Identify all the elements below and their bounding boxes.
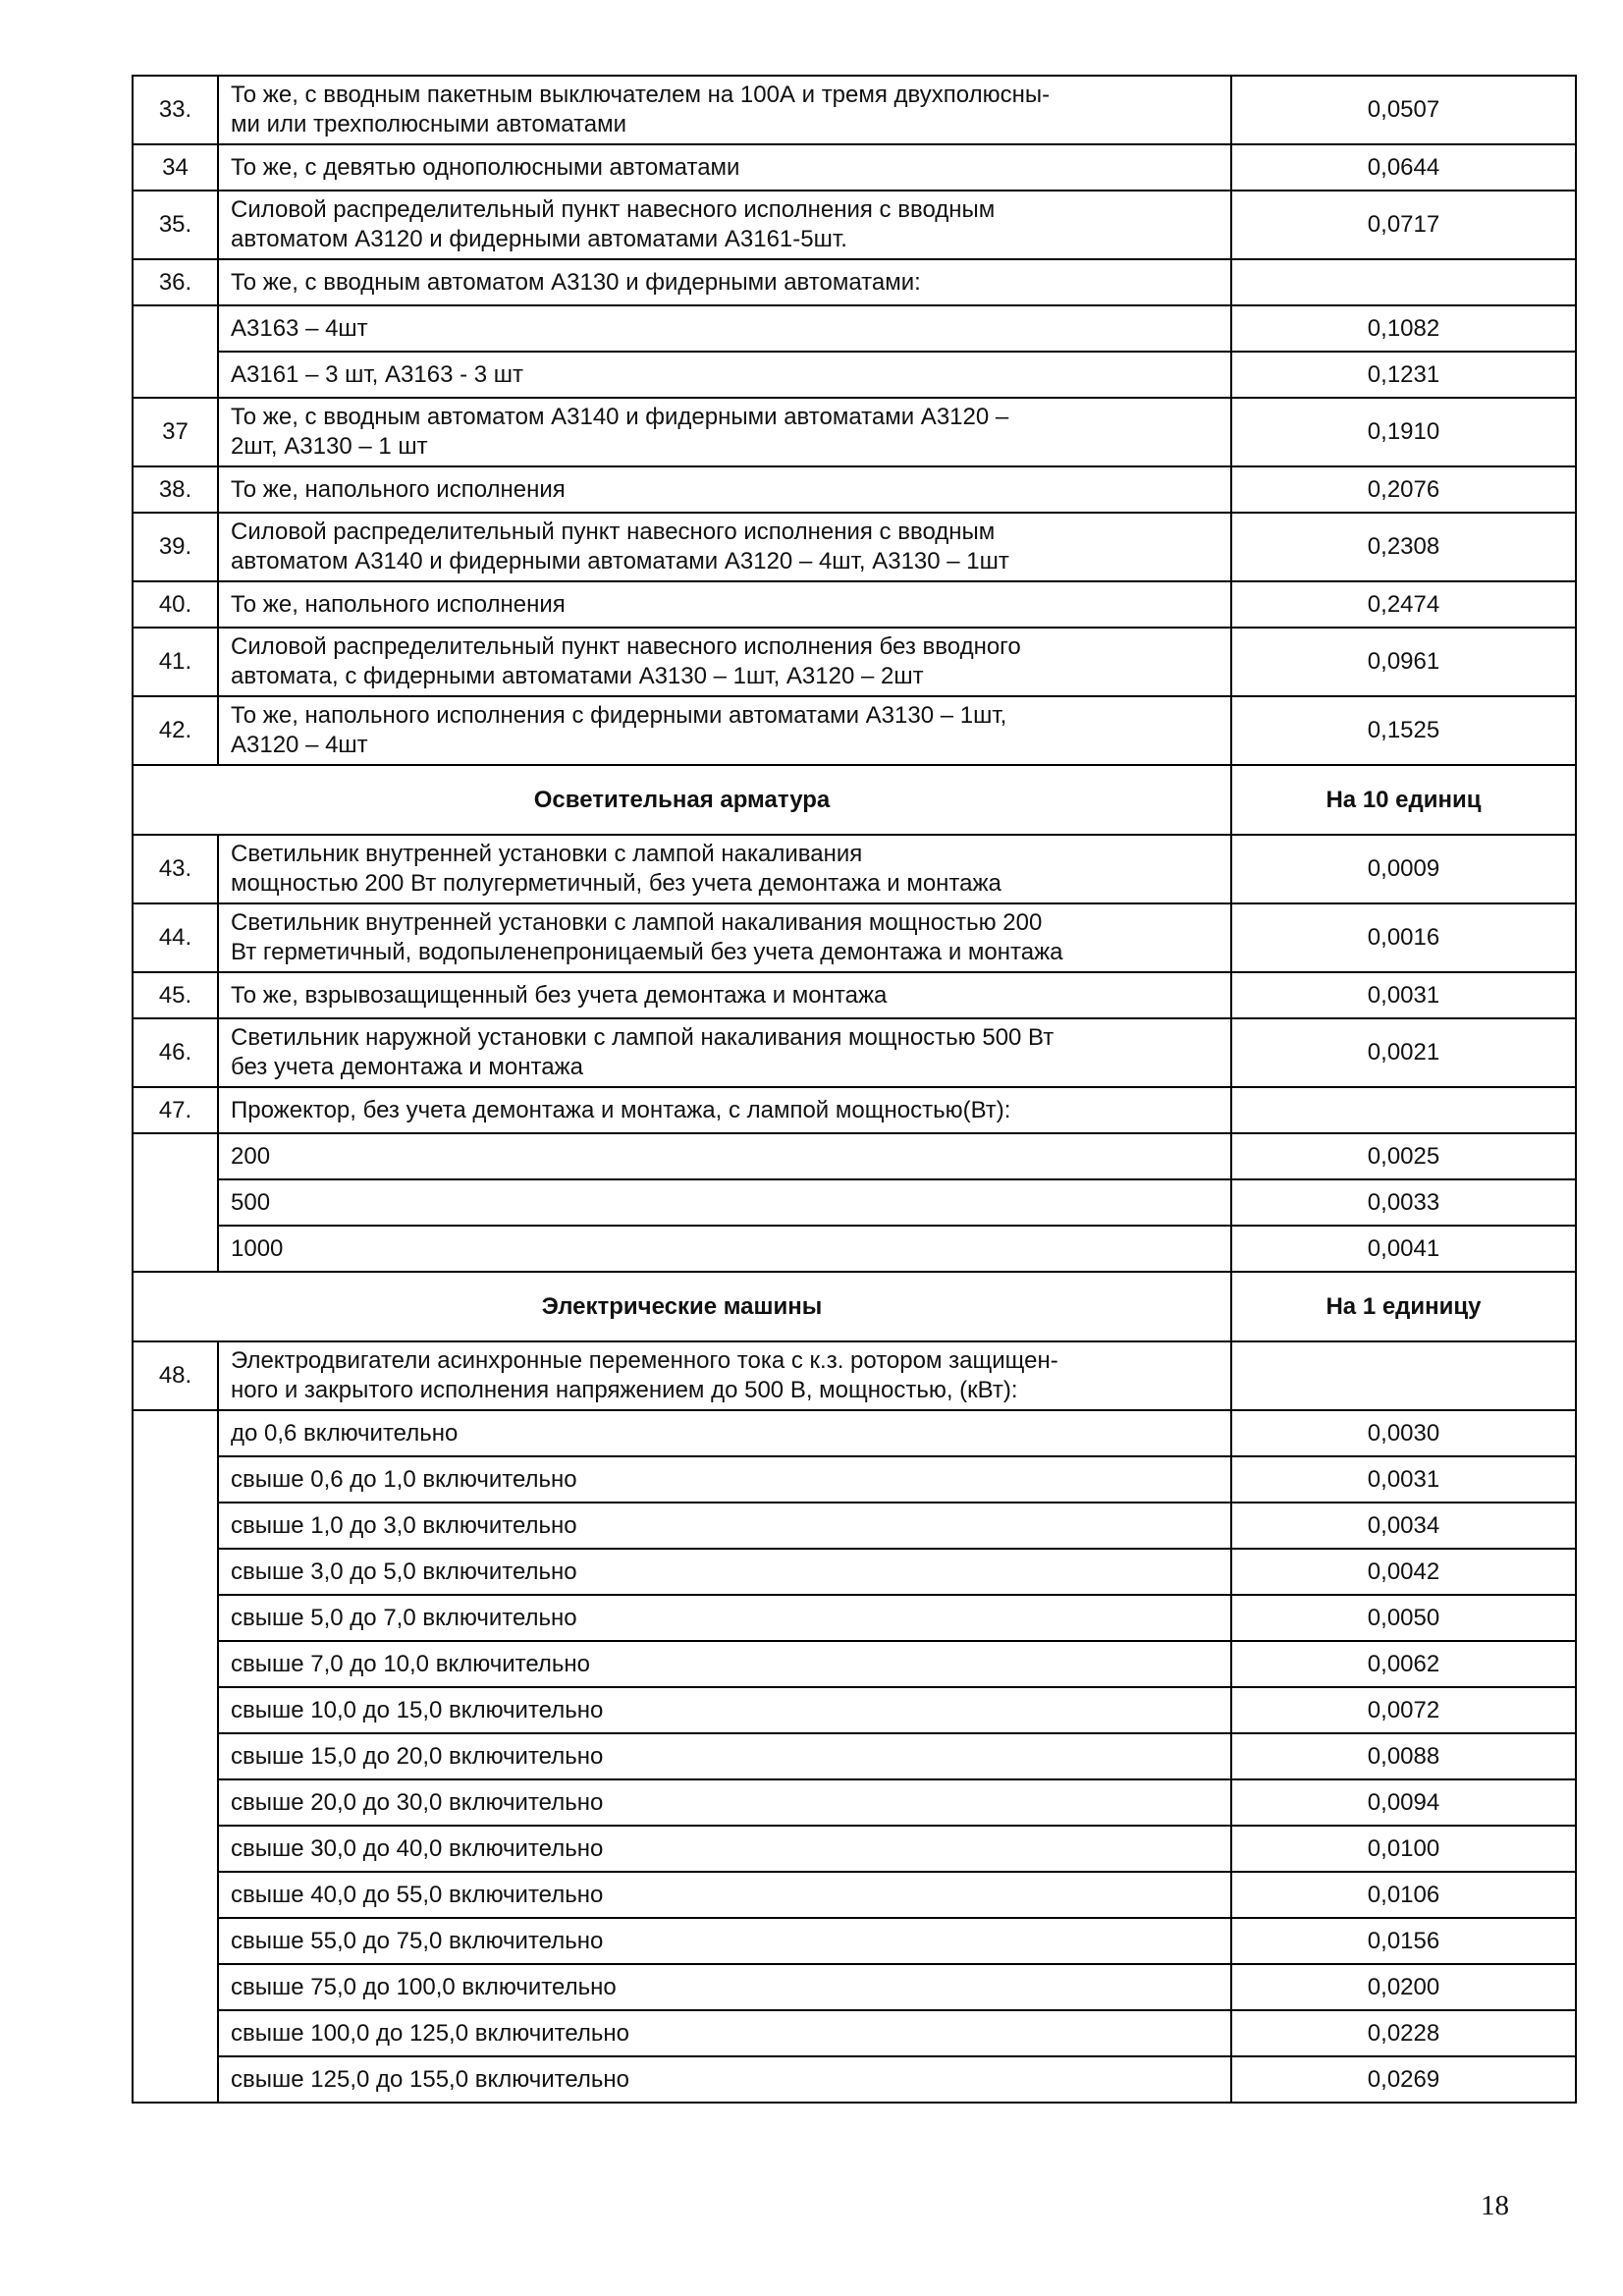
table-row [133,2010,1576,2056]
table-row [133,1341,1576,1410]
table-row [133,2056,1576,2103]
table-row [133,696,1576,765]
table-row [133,1779,1576,1826]
item-description: свыше 7,0 до 10,0 включительно [218,1641,1231,1687]
item-number: 41. [133,628,218,696]
table-row [133,398,1576,466]
item-number: 39. [133,513,218,581]
item-value: 0,0034 [1231,1503,1576,1549]
item-value: 0,0033 [1231,1179,1576,1226]
item-number: 46. [133,1018,218,1087]
item-description: То же, напольного исполнения с фидерными автоматами А3130 – 1шт, А3120 – 4шт [218,696,1231,765]
item-value: 0,1231 [1231,352,1576,398]
table-row [133,76,1576,144]
table-row [133,513,1576,581]
table-row [133,1733,1576,1779]
item-number: 38. [133,466,218,513]
item-value: 0,0156 [1231,1918,1576,1964]
table-row [133,1179,1576,1226]
item-value: 0,0644 [1231,144,1576,191]
item-description: А3161 – 3 шт, А3163 - 3 шт [218,352,1231,398]
page-number: 18 [1481,2190,1509,2221]
item-number [133,1133,218,1272]
rates-table [132,75,1577,2104]
table-row [133,1964,1576,2010]
item-value: 0,0228 [1231,2010,1576,2056]
item-description: свыше 3,0 до 5,0 включительно [218,1549,1231,1595]
item-description: Электродвигатели асинхронные переменного тока с к.з. ротором защищен- ного и закрытого исполнения напряжением до 500 В, мощностью, (кВт): [218,1341,1231,1410]
item-description: свыше 30,0 до 40,0 включительно [218,1826,1231,1872]
item-description: свыше 125,0 до 155,0 включительно [218,2056,1231,2103]
item-value: 0,0025 [1231,1133,1576,1179]
table-row [133,1018,1576,1087]
item-value [1231,259,1576,305]
item-number: 33. [133,76,218,144]
item-value: 0,0031 [1231,1456,1576,1503]
item-value: 0,0088 [1231,1733,1576,1779]
table-row [133,628,1576,696]
table-row [133,1826,1576,1872]
item-description: Светильник внутренней установки с лампой накаливания мощностью 200 Вт полугерметичный, без учета демонтажа и монтажа [218,835,1231,903]
item-description: Светильник внутренней установки с лампой накаливания мощностью 200 Вт герметичный, водопыленепроницаемый без учета демонтажа и монтажа [218,903,1231,972]
item-value [1231,1341,1576,1410]
item-value: 0,1082 [1231,305,1576,352]
item-value: 0,0009 [1231,835,1576,903]
table-row [133,191,1576,259]
section-title: Осветительная арматура [133,765,1231,835]
item-description: свыше 1,0 до 3,0 включительно [218,1503,1231,1549]
item-description: свыше 20,0 до 30,0 включительно [218,1779,1231,1826]
section-title: Электрические машины [133,1272,1231,1341]
table-row [133,1641,1576,1687]
section-unit: На 10 единиц [1231,765,1576,835]
table-row [133,466,1576,513]
section-header-row [133,1272,1576,1341]
item-number: 37 [133,398,218,466]
item-value: 0,0094 [1231,1779,1576,1826]
item-number: 43. [133,835,218,903]
table-row [133,1595,1576,1641]
table-row [133,835,1576,903]
table-row [133,1456,1576,1503]
item-number: 44. [133,903,218,972]
table-row [133,1503,1576,1549]
item-number: 42. [133,696,218,765]
table-row [133,1918,1576,1964]
item-description: 1000 [218,1226,1231,1272]
item-value: 0,0042 [1231,1549,1576,1595]
item-value: 0,0016 [1231,903,1576,972]
item-description: Силовой распределительный пункт навесного исполнения с вводным автоматом А3120 и фидерными автоматами А3161-5шт. [218,191,1231,259]
item-description: То же, напольного исполнения [218,466,1231,513]
item-description: А3163 – 4шт [218,305,1231,352]
table-row [133,305,1576,352]
item-value: 0,0106 [1231,1872,1576,1918]
item-description: То же, с вводным автоматом А3140 и фидерными автоматами А3120 – 2шт, А3130 – 1 шт [218,398,1231,466]
item-description: 500 [218,1179,1231,1226]
item-description: То же, с вводным автоматом А3130 и фидерными автоматами: [218,259,1231,305]
rates-table-body [133,76,1576,2103]
item-value: 0,1910 [1231,398,1576,466]
item-value: 0,0050 [1231,1595,1576,1641]
table-row [133,144,1576,191]
item-description: Силовой распределительный пункт навесного исполнения без вводного автомата, с фидерными автоматами А3130 – 1шт, А3120 – 2шт [218,628,1231,696]
item-description: То же, с вводным пакетным выключателем на 100А и тремя двухполюсны- ми или трехполюсными автоматами [218,76,1231,144]
section-header-row [133,765,1576,835]
item-value: 0,0072 [1231,1687,1576,1733]
item-description: То же, взрывозащищенный без учета демонтажа и монтажа [218,972,1231,1018]
item-value: 0,0021 [1231,1018,1576,1087]
item-value [1231,1087,1576,1133]
item-description: до 0,6 включительно [218,1410,1231,1456]
item-number: 36. [133,259,218,305]
table-row [133,259,1576,305]
table-row [133,972,1576,1018]
item-description: свыше 10,0 до 15,0 включительно [218,1687,1231,1733]
table-row [133,1133,1576,1179]
item-value: 0,0031 [1231,972,1576,1018]
item-number: 47. [133,1087,218,1133]
item-value: 0,2076 [1231,466,1576,513]
item-description: Прожектор, без учета демонтажа и монтажа, с лампой мощностью(Вт): [218,1087,1231,1133]
item-description: свыше 40,0 до 55,0 включительно [218,1872,1231,1918]
item-description: 200 [218,1133,1231,1179]
item-value: 0,0100 [1231,1826,1576,1872]
item-description: свыше 5,0 до 7,0 включительно [218,1595,1231,1641]
table-row [133,1226,1576,1272]
item-number [133,1410,218,2103]
item-description: свыше 15,0 до 20,0 включительно [218,1733,1231,1779]
item-number: 34 [133,144,218,191]
item-value: 0,0062 [1231,1641,1576,1687]
item-description: свыше 100,0 до 125,0 включительно [218,2010,1231,2056]
item-description: То же, с девятью однополюсными автоматами [218,144,1231,191]
table-row [133,1410,1576,1456]
table-row [133,352,1576,398]
item-number: 40. [133,581,218,628]
item-description: То же, напольного исполнения [218,581,1231,628]
table-row [133,1549,1576,1595]
item-description: Светильник наружной установки с лампой накаливания мощностью 500 Вт без учета демонтажа и монтажа [218,1018,1231,1087]
item-number: 48. [133,1341,218,1410]
item-value: 0,0961 [1231,628,1576,696]
item-value: 0,1525 [1231,696,1576,765]
item-value: 0,0200 [1231,1964,1576,2010]
item-number: 35. [133,191,218,259]
table-row [133,581,1576,628]
table-row [133,1087,1576,1133]
item-value: 0,0507 [1231,76,1576,144]
item-number [133,305,218,398]
item-value: 0,0269 [1231,2056,1576,2103]
item-description: свыше 55,0 до 75,0 включительно [218,1918,1231,1964]
table-row [133,903,1576,972]
item-value: 0,0030 [1231,1410,1576,1456]
table-row [133,1687,1576,1733]
item-value: 0,2308 [1231,513,1576,581]
item-value: 0,0717 [1231,191,1576,259]
item-value: 0,0041 [1231,1226,1576,1272]
item-description: свыше 0,6 до 1,0 включительно [218,1456,1231,1503]
item-description: свыше 75,0 до 100,0 включительно [218,1964,1231,2010]
table-row [133,1872,1576,1918]
item-number: 45. [133,972,218,1018]
item-value: 0,2474 [1231,581,1576,628]
item-description: Силовой распределительный пункт навесного исполнения с вводным автоматом А3140 и фидерными автоматами А3120 – 4шт, А3130 – 1шт [218,513,1231,581]
section-unit: На 1 единицу [1231,1272,1576,1341]
